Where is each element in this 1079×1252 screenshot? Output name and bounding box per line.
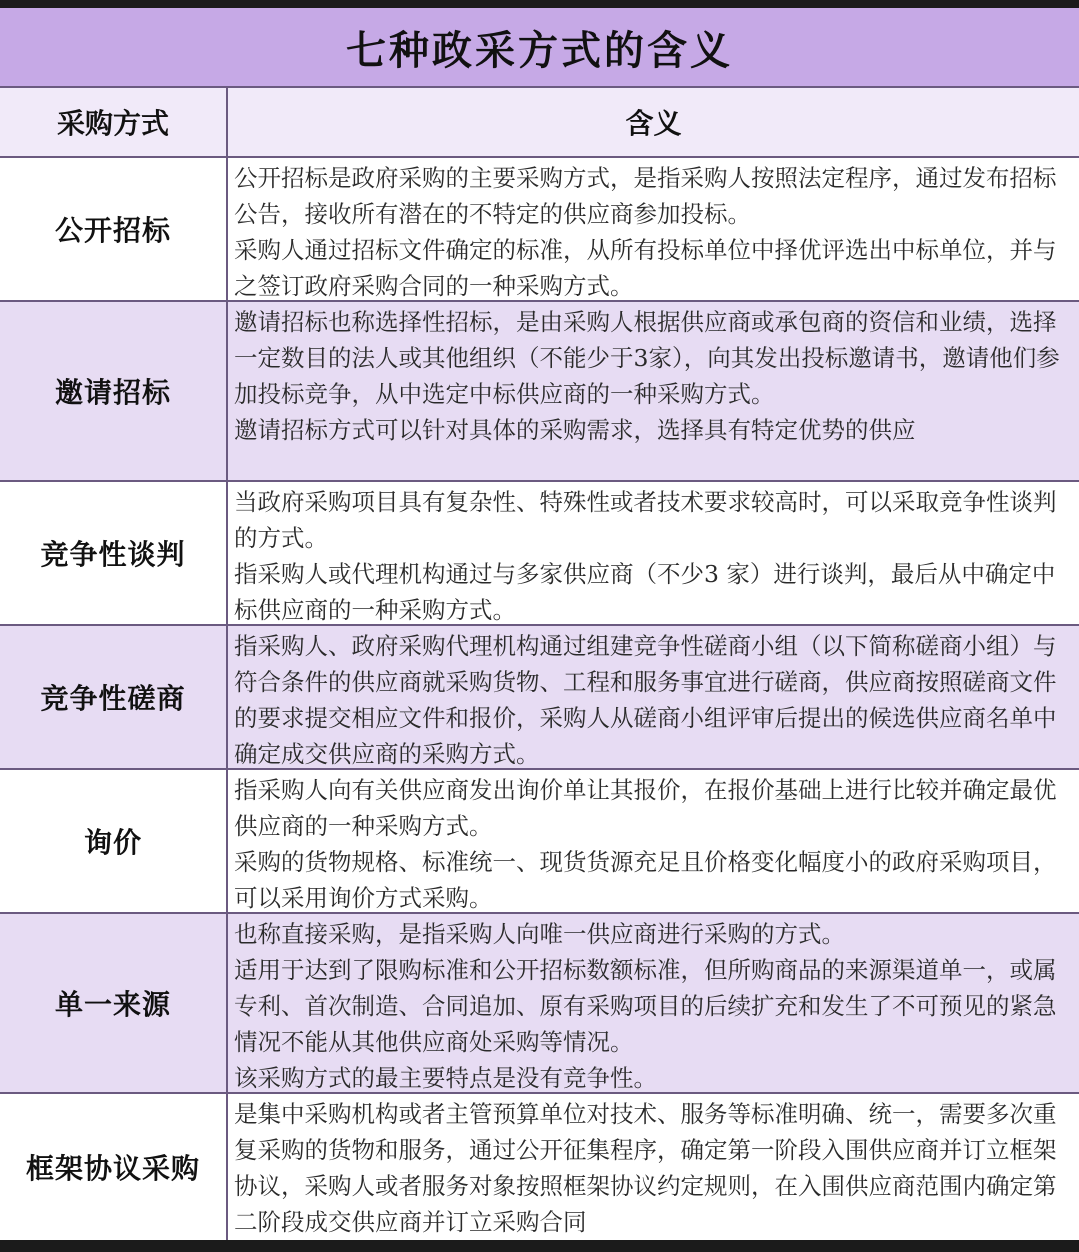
meaning-cell — [234, 160, 1070, 300]
method-cell: 询价 — [83, 826, 142, 859]
table-row-single-source — [0, 914, 1079, 1094]
table-row-competitive-consultation — [0, 626, 1079, 770]
meaning-line: 公开招标是政府采购的主要采购方式，是指采购人按照法定程序，通过发布招标公告，接收所有潜在的不特定的供应商参加投标。 — [234, 164, 1057, 228]
table-row-invited-tender — [0, 302, 1079, 482]
meaning-cell — [234, 916, 1070, 1092]
meaning-cell — [234, 1096, 1070, 1240]
meaning-line: 该采购方式的最主要特点是没有竞争性。 — [234, 1064, 657, 1092]
meaning-line: 也称直接采购，是指采购人向唯一供应商进行采购的方式。 — [234, 920, 845, 948]
meaning-cell — [234, 304, 1070, 480]
meaning-line: 邀请招标也称选择性招标，是由采购人根据供应商或承包商的资信和业绩，选择一定数目的法人或其他组织（不能少于3家），向其发出投标邀请书，邀请他们参加投标竞争，从中选定中标供应商的一种采购方式。 — [234, 308, 1060, 408]
meaning-cell — [234, 484, 1070, 624]
meaning-line: 指采购人、政府采购代理机构通过组建竞争性磋商小组（以下简称磋商小组）与符合条件的供应商就采购货物、工程和服务事宜进行磋商，供应商按照磋商文件的要求提交相应文件和报价，采购人从磋商小组评审后提出的候选供应商名单中确定成交供应商的采购方式。 — [234, 632, 1057, 768]
meaning-line: 指采购人或代理机构通过与多家供应商（不少3 家）进行谈判，最后从中确定中标供应商的一种采购方式。 — [234, 560, 1056, 624]
column-header-method: 采购方式 — [0, 88, 226, 158]
table-row-inquiry — [0, 770, 1079, 914]
table-row-competitive-negotiation — [0, 482, 1079, 626]
method-cell: 单一来源 — [54, 988, 171, 1021]
meaning-line: 采购的货物规格、标准统一、现货货源充足且价格变化幅度小的政府采购项目，可以采用询价方式采购。 — [234, 848, 1057, 912]
table-row-framework-agreement — [0, 1094, 1079, 1240]
meaning-line: 采购人通过招标文件确定的标准，从所有投标单位中择优评选出中标单位，并与之签订政府采购合同的一种采购方式。 — [234, 236, 1057, 300]
method-cell: 邀请招标 — [54, 376, 171, 409]
page-title: 七种政采方式的含义 — [0, 8, 1079, 88]
meaning-line: 适用于达到了限购标准和公开招标数额标准，但所购商品的来源渠道单一，或属专利、首次制造、合同追加、原有采购项目的后续扩充和发生了不可预见的紧急情况不能从其他供应商处采购等情况。 — [234, 956, 1057, 1056]
method-cell: 竞争性谈判 — [40, 538, 186, 571]
table-row-public-tender — [0, 158, 1079, 302]
method-cell: 框架协议采购 — [25, 1152, 200, 1185]
meaning-cell — [234, 772, 1070, 912]
method-cell: 竞争性磋商 — [40, 682, 186, 715]
column-header-meaning: 含义 — [228, 88, 1079, 158]
meaning-cell — [234, 628, 1070, 768]
meaning-line: 指采购人向有关供应商发出询价单让其报价，在报价基础上进行比较并确定最优供应商的一种采购方式。 — [234, 776, 1057, 840]
method-cell: 公开招标 — [54, 214, 171, 247]
meaning-line: 邀请招标方式可以针对具体的采购需求，选择具有特定优势的供应 — [234, 416, 916, 444]
column-divider — [226, 88, 228, 1240]
meaning-line: 是集中采购机构或者主管预算单位对技术、服务等标准明确、统一，需要多次重复采购的货物和服务，通过公开征集程序，确定第一阶段入围供应商并订立框架协议，采购人或者服务对象按照框架协议约定规则，在入围供应商范围内确定第二阶段成交供应商并订立采购合同 — [234, 1100, 1057, 1236]
meaning-line: 当政府采购项目具有复杂性、特殊性或者技术要求较高时，可以采取竞争性谈判的方式。 — [234, 488, 1057, 552]
document-image — [0, 8, 1079, 1240]
